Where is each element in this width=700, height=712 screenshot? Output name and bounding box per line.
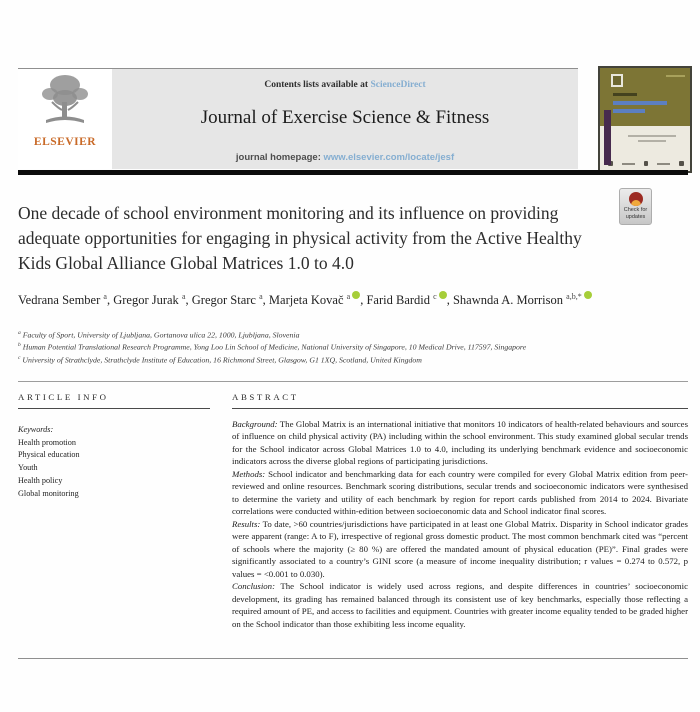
keyword: Physical education (18, 450, 80, 460)
cover-issue-text (666, 75, 685, 77)
article-info-column (18, 392, 210, 500)
cover-lower-panel (600, 126, 690, 171)
keyword-list (18, 437, 210, 501)
keyword: Health policy (18, 475, 63, 485)
check-for-updates-badge[interactable] (619, 188, 652, 225)
author: Gregor Jurak $^a$ (113, 292, 186, 308)
author-list: Vedrana Sember $^a$, Gregor Jurak $^a$, Gregor Starc $^a$, Marjeta Kovač $^a$ , Farid Bardid $^c$ , Shawnda A. Morrison $^{a,b,*}$ (18, 290, 628, 311)
orcid-icon[interactable] (352, 291, 360, 299)
journal-header-band (18, 68, 578, 169)
article-info-heading: ARTICLE INFO (18, 392, 109, 402)
orcid-icon[interactable] (439, 291, 447, 299)
author: Shawnda A. Morrison $^{a,b,*}$ (453, 293, 592, 307)
author: Marjeta Kovač $^a$ (269, 293, 360, 307)
keyword: Health promotion (18, 437, 76, 447)
contents-line (112, 80, 578, 90)
cover-series-text (613, 93, 637, 96)
contents-prefix: Contents lists available at (264, 80, 371, 90)
article-info-heading-rule (18, 408, 210, 409)
cover-footer-logos (608, 161, 684, 166)
sciencedirect-link[interactable]: ScienceDirect (370, 80, 426, 90)
affiliation: $^b$ Human Potential Translational Research Programme, Yong Loo Lin School of Medicine, National University of Singapore, 10 Medical Drive, 117597, Singapore (18, 342, 527, 353)
keywords-label: Keywords: (18, 425, 54, 434)
homepage-prefix: journal homepage: (235, 152, 324, 163)
cover-text-line (638, 140, 666, 142)
affiliation: $^c$ University of Strathclyde, Strathclyde Institute of Education, 16 Richmond Street, Glasgow, G1 1XQ, Scotland, United Kingdom (18, 354, 422, 365)
cover-publisher-logo (611, 74, 623, 87)
abstract-column (232, 392, 688, 630)
orcid-icon[interactable] (584, 291, 592, 299)
cover-title-line-1 (613, 101, 667, 105)
keywords-block (18, 424, 210, 500)
article-title: One decade of school environment monitoring and its influence on providing adequate opportunities for engaging in physical activity from the Active Healthy Kids Global Alliance Global Matrices 1.0 to 4.0 (18, 203, 582, 273)
abstract-paragraph: Conclusion: The School indicator is widely used across regions, and despite differences in countries’ socioeconomic development, its grading has remained balanced through its consistent use of key benchmarks, especially those reflecting a required amount of PE, and access to facilities and equipment. Countries with greater income equality tended to be graded higher on the School indicator than those exhibiting less income equality. (232, 581, 688, 629)
check-badge-label: Check for updates (623, 207, 648, 220)
affiliation: $^a$ Faculty of Sport, University of Ljubljana, Gortanova ulica 22, 1000, Ljubljana, Slovenia (18, 330, 300, 340)
author: Vedrana Sember $^a$ (18, 292, 107, 308)
homepage-line (112, 152, 578, 163)
author: Gregor Starc $^a$ (191, 292, 263, 308)
header-divider-rule (18, 170, 688, 175)
crossmark-icon (629, 192, 643, 206)
journal-cover-thumbnail[interactable] (598, 66, 692, 173)
abstract-paragraph: Background: The Global Matrix is an international initiative that monitors 10 indicators of health-related behaviours and sources of influence on child physical activity (PA) including within the school environment. This study examined global secular trends for the School indicator across Global Matrices 1.0 to 4.0, including its underlying benchmark evidence and socioeconomic indicators across the diverse global regions of participating jurisdictions. (232, 419, 688, 467)
cover-purple-stripe (604, 110, 611, 165)
page-bottom-rule (18, 658, 688, 659)
cover-title-line-2 (613, 109, 645, 113)
cover-text-line (628, 135, 676, 137)
author: Farid Bardid $^c$ (366, 293, 446, 307)
elsevier-tree-icon (38, 72, 92, 135)
abstract-heading: ABSTRACT (232, 392, 299, 402)
journal-title: Journal of Exercise Science & Fitness (200, 107, 490, 128)
affiliation-list (18, 329, 678, 366)
abstract-section-label: Results: (232, 518, 261, 529)
abstract-heading-rule (232, 408, 688, 409)
abstract-section-label: Methods: (232, 468, 266, 479)
abstract-section-label: Background: (232, 419, 278, 429)
section-top-rule (18, 381, 688, 382)
abstract-paragraph: Results: To date, >60 countries/jurisdictions have participated in at least one Global Matrix. Disparity in School indicator grades were apparent (range: A to F), irrespective of regional gross domestic product. The most common benchmark cited was “percent of schools where the majority (≥ 80 %) are offered the mandated amount of physical education (PE)”. Final grades were significantly associated to a country’s GINI score (a measure of income inequality distribution; r values = 0.274 to 0.572, p values = <0.001 to 0.030). (232, 518, 688, 579)
homepage-link[interactable]: www.elsevier.com/locate/jesf (323, 152, 455, 163)
abstract-text (232, 418, 688, 630)
keyword: Global monitoring (18, 488, 79, 498)
abstract-section-label: Conclusion: (232, 581, 276, 592)
header-center (112, 69, 578, 169)
elsevier-logo-block[interactable] (18, 69, 112, 169)
abstract-paragraph: Methods: School indicator and benchmarking data for each country were compiled for every Global Matrix edition from peer-reviewed and online resources. Benchmark scoring distributions, secular trends and socioeconomic indicators were synthesised to determine the variety and utility of each benchmark by region for report cards published from 2014 to 2024. Bivariate correlations were conducted within-edition between socioeconomic data and School indicator final scores. (232, 468, 688, 517)
elsevier-wordmark: ELSEVIER (33, 136, 97, 148)
keyword: Youth (18, 463, 38, 473)
